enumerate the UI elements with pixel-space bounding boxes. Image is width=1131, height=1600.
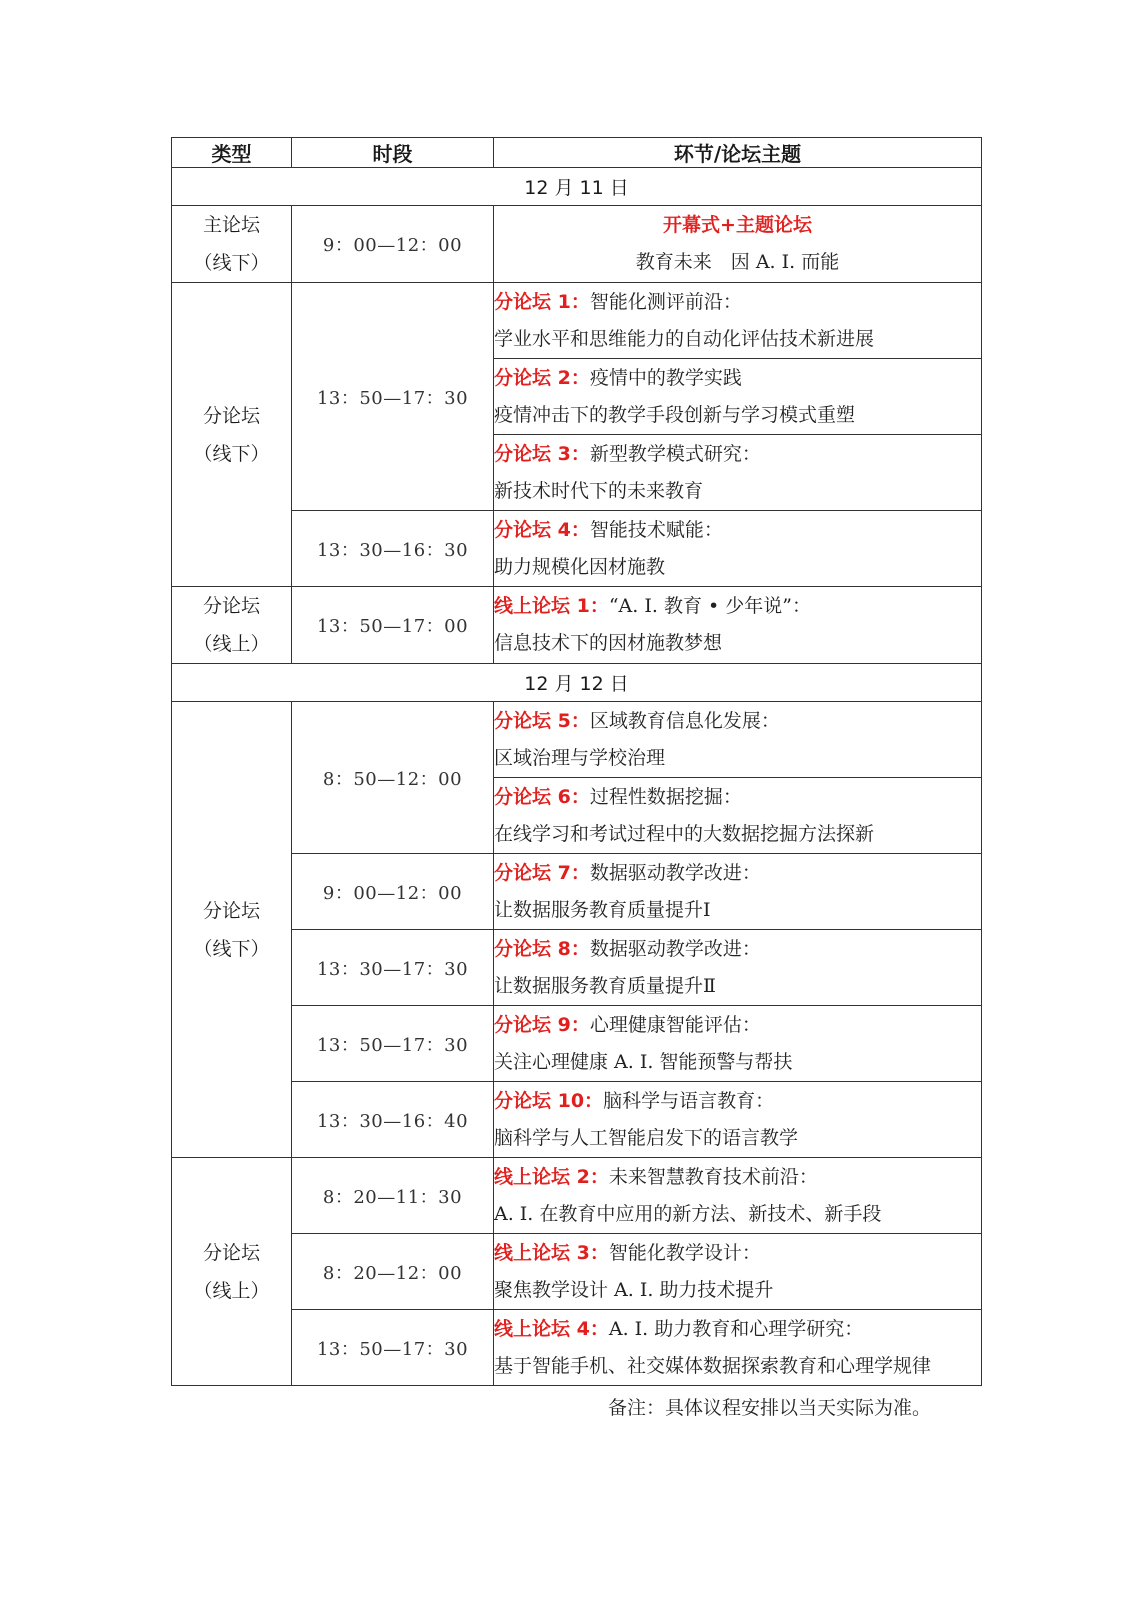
forum-title: 新型教学模式研究：	[589, 442, 761, 465]
header-time: 时段	[292, 138, 494, 168]
time-slot: 13：50—17：30	[292, 283, 494, 511]
session-type-name: 主论坛	[202, 214, 260, 236]
time-slot: 13：50—17：30	[292, 1006, 494, 1082]
forum-title: A. I. 助力教育和心理学研究：	[608, 1317, 864, 1340]
time-slot: 9：00—12：00	[292, 206, 494, 283]
forum-topic	[494, 1310, 982, 1386]
forum-topic	[494, 435, 982, 511]
session-type-name: 分论坛	[202, 1241, 260, 1264]
forum-title: 智能化教学设计：	[608, 1241, 761, 1264]
time-slot: 13：30—16：40	[292, 1082, 494, 1158]
time-slot: 8：20—12：00	[292, 1234, 494, 1310]
session-type-mode: （线下）	[193, 937, 270, 960]
forum-tag: 分论坛 1：	[494, 290, 590, 313]
session-row	[172, 206, 982, 283]
session-type-mode: （线上）	[193, 1279, 270, 1302]
session-row	[172, 1006, 982, 1082]
footnote: 备注：具体议程安排以当天实际为准。	[607, 1397, 931, 1419]
forum-subtitle: 基于智能手机、社交媒体数据探索教育和心理学规律	[494, 1354, 932, 1377]
forum-tag: 分论坛 8：	[494, 937, 590, 960]
forum-tag: 分论坛 2：	[494, 366, 590, 389]
session-type	[172, 206, 292, 283]
forum-title: 区域教育信息化发展：	[589, 709, 780, 732]
agenda-table	[171, 137, 982, 1386]
forum-tag: 分论坛 4：	[494, 518, 590, 541]
date-row	[172, 168, 982, 206]
session-type-name: 分论坛	[202, 595, 260, 617]
forum-topic	[494, 206, 982, 283]
forum-subtitle: 助力规模化因材施教	[494, 555, 666, 578]
forum-subtitle: 信息技术下的因材施教梦想	[494, 632, 723, 654]
forum-tag: 线上论坛 4：	[494, 1317, 609, 1340]
forum-tag: 线上论坛 2：	[494, 1165, 609, 1188]
forum-tag: 分论坛 9：	[494, 1013, 590, 1036]
forum-topic	[494, 1158, 982, 1234]
time-slot: 13：30—17：30	[292, 930, 494, 1006]
session-type-name: 分论坛	[202, 899, 260, 922]
forum-tag: 分论坛 5：	[494, 709, 590, 732]
forum-subtitle: 聚焦教学设计 A. I. 助力技术提升	[494, 1278, 774, 1301]
header-topic: 环节/论坛主题	[494, 138, 982, 168]
forum-subtitle: 脑科学与人工智能启发下的语言教学	[494, 1126, 799, 1149]
forum-topic	[494, 1234, 982, 1310]
time-slot: 13：30—16：30	[292, 511, 494, 587]
forum-subtitle: 教育未来 因 A. I. 而能	[635, 251, 840, 273]
date-label: 12 月 12 日	[172, 664, 982, 702]
session-type	[172, 283, 292, 587]
forum-topic	[494, 1082, 982, 1158]
forum-topic	[494, 778, 982, 854]
forum-title: 数据驱动教学改进：	[589, 937, 761, 960]
forum-title: 智能技术赋能：	[589, 518, 723, 541]
session-row	[172, 1310, 982, 1386]
time-slot: 8：50—12：00	[292, 702, 494, 854]
session-type-mode: （线下）	[193, 252, 270, 274]
forum-subtitle: 关注心理健康 A. I. 智能预警与帮扶	[494, 1050, 793, 1073]
time-slot: 8：20—11：30	[292, 1158, 494, 1234]
forum-title: “A. I. 教育 • 少年说”：	[608, 595, 811, 617]
forum-subtitle: 新技术时代下的未来教育	[494, 479, 704, 502]
session-row	[172, 283, 982, 359]
session-row	[172, 930, 982, 1006]
forum-title: 脑科学与语言教育：	[603, 1089, 775, 1112]
forum-topic	[494, 359, 982, 435]
header-type: 类型	[172, 138, 292, 168]
session-row	[172, 854, 982, 930]
forum-topic	[494, 854, 982, 930]
forum-topic	[494, 930, 982, 1006]
session-type-mode: （线下）	[193, 442, 270, 465]
session-type-mode: （线上）	[193, 633, 270, 655]
forum-title: 疫情中的教学实践	[589, 366, 742, 389]
forum-subtitle: 让数据服务教育质量提升Ⅰ	[494, 898, 711, 921]
forum-title: 过程性数据挖掘：	[589, 785, 742, 808]
forum-tag: 分论坛 7：	[494, 861, 590, 884]
session-type-name: 分论坛	[202, 404, 260, 427]
forum-tag: 线上论坛 1：	[494, 595, 609, 617]
agenda-body	[172, 168, 982, 1386]
session-row	[172, 587, 982, 664]
time-slot: 13：50—17：30	[292, 1310, 494, 1386]
forum-subtitle: 疫情冲击下的教学手段创新与学习模式重塑	[494, 403, 856, 426]
forum-topic	[494, 1006, 982, 1082]
session-type	[172, 702, 292, 1158]
session-row	[172, 702, 982, 778]
time-slot: 9：00—12：00	[292, 854, 494, 930]
forum-subtitle: A. I. 在教育中应用的新方法、新技术、新手段	[494, 1202, 882, 1225]
forum-tag: 分论坛 10：	[494, 1089, 604, 1112]
session-row	[172, 1234, 982, 1310]
forum-subtitle: 让数据服务教育质量提升Ⅱ	[494, 974, 716, 997]
forum-title: 心理健康智能评估：	[589, 1013, 761, 1036]
forum-topic	[494, 283, 982, 359]
session-type	[172, 1158, 292, 1386]
forum-topic	[494, 702, 982, 778]
forum-topic	[494, 587, 982, 664]
session-row	[172, 1158, 982, 1234]
forum-tag: 开幕式+主题论坛	[663, 214, 812, 236]
session-type	[172, 587, 292, 664]
forum-topic	[494, 511, 982, 587]
forum-subtitle: 在线学习和考试过程中的大数据挖掘方法探新	[494, 822, 875, 845]
date-row	[172, 664, 982, 702]
forum-subtitle: 学业水平和思维能力的自动化评估技术新进展	[494, 327, 875, 350]
time-slot: 13：50—17：00	[292, 587, 494, 664]
header-row	[172, 138, 982, 168]
forum-tag: 分论坛 6：	[494, 785, 590, 808]
session-row	[172, 511, 982, 587]
forum-title: 智能化测评前沿：	[589, 290, 742, 313]
session-row	[172, 1082, 982, 1158]
forum-tag: 线上论坛 3：	[494, 1241, 609, 1264]
forum-tag: 分论坛 3：	[494, 442, 590, 465]
date-label: 12 月 11 日	[172, 168, 982, 206]
forum-title: 数据驱动教学改进：	[589, 861, 761, 884]
forum-subtitle: 区域治理与学校治理	[494, 746, 666, 769]
forum-title: 未来智慧教育技术前沿：	[608, 1165, 818, 1188]
